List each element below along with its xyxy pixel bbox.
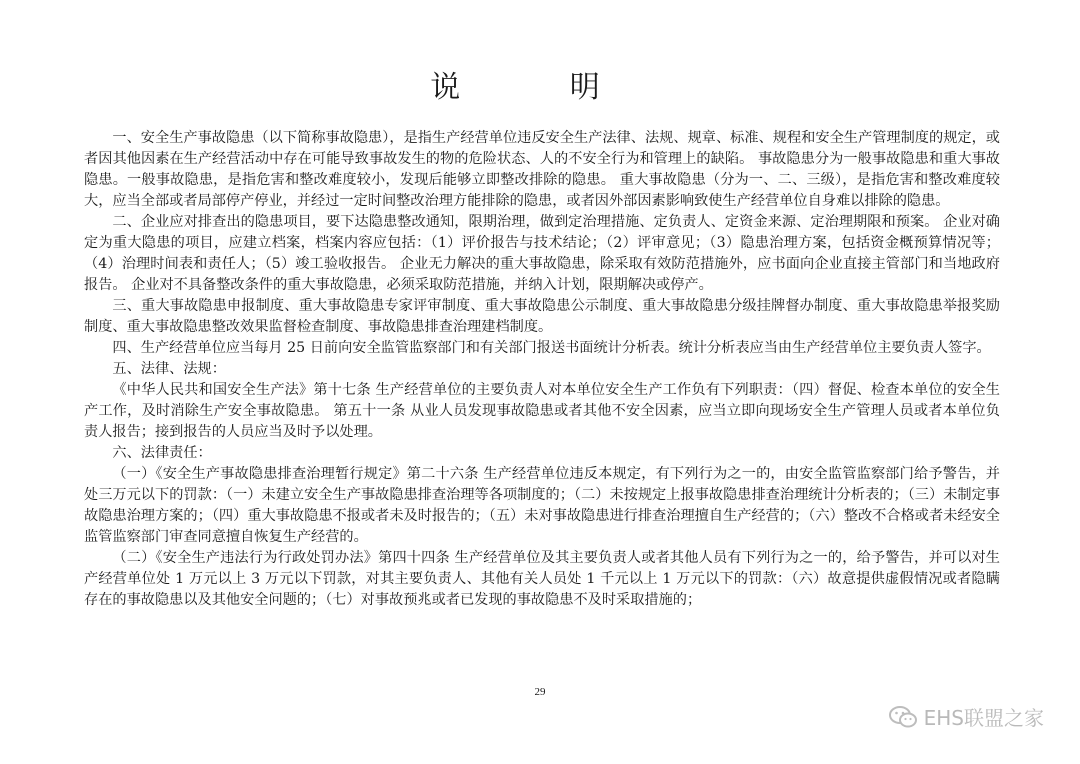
paragraph-3: 三、重大事故隐患申报制度、重大事故隐患专家评审制度、重大事故隐患公示制度、重大事故隐患分级挂牌督办制度、重大事故隐患举报奖励制度、重大事故隐患整改效果监督检查制度、事故隐患排查治理建档制度。 — [84, 298, 1000, 335]
page-number: 29 — [534, 686, 546, 698]
watermark-text: EHS联盟之家 — [923, 706, 1044, 730]
watermark — [888, 702, 1044, 731]
paragraph-7: 六、法律责任： — [112, 445, 212, 461]
paragraph-1: 一、安全生产事故隐患（以下简称事故隐患），是指生产经营单位违反安全生产法律、法规、规章、标准、规程和安全生产管理制度的规定，或者因其他因素在生产经营活动中存在可能导致事故发生的物的危险状态、人的不安全行为和管理上的缺陷。 事故隐患分为一般事故隐患和重大事故隐患。一般事故隐患，是指危害和整改难度较小，发现后能够立即整改排除的隐患。 重大事故隐患（分为一、二、三级），是指危害和整改难度较大，应当全部或者局部停产停业，并经过一定时间整改治理方能排除的隐患，或者因外部因素影响致使生产经营单位自身难以排除的隐患。 — [84, 130, 1000, 209]
wechat-icon — [888, 704, 918, 730]
paragraph-9: （二）《安全生产违法行为行政处罚办法》第四十四条 生产经营单位及其主要负责人或者其他人员有下列行为之一的，给予警告，并可以对生产经营单位处 1 万元以上 3 万元以下罚款，对其主要负责人、其他有关人员处 1 千元以上 1 万元以下的罚款：（六）故意提供虚假情况或者隐瞒存在的事故隐患以及其他安全问题的；（七）对事故预兆或者已发现的事故隐患不及时采取措施的； — [84, 550, 1000, 608]
paragraph-2: 二、企业应对排查出的隐患项目，要下达隐患整改通知，限期治理，做到定治理措施、定负责人、定资金来源、定治理期限和预案。 企业对确定为重大隐患的项目，应建立档案，档案内容应包括：（1）评价报告与技术结论；（2）评审意见；（3）隐患治理方案，包括资金概预算情况等；（4）治理时间表和责任人；（5）竣工验收报告。 企业无力解决的重大事故隐患，除采取有效防范措施外，应书面向企业直接主管部门和当地政府报告。 企业对不具备整改条件的重大事故隐患，必须采取防范措施，并纳入计划，限期解决或停产。 — [84, 214, 1000, 293]
page-title: 说 明 — [430, 70, 650, 105]
paragraph-4: 四、生产经营单位应当每月 25 日前向安全监管监察部门和有关部门报送书面统计分析表。统计分析表应当由生产经营单位主要负责人签字。 — [112, 340, 991, 356]
paragraph-6: 《中华人民共和国安全生产法》第十七条 生产经营单位的主要负责人对本单位安全生产工作负有下列职责：（四）督促、检查本单位的安全生产工作，及时消除生产安全事故隐患。 第五十一条 从业人员发现事故隐患或者其他不安全因素，应当立即向现场安全生产管理人员或者本单位负责人报告；接到报告的人员应当及时予以处理。 — [84, 382, 1000, 440]
document-body — [84, 128, 1000, 611]
paragraph-5: 五、法律、法规： — [112, 361, 226, 377]
paragraph-8: （一）《安全生产事故隐患排查治理暂行规定》第二十六条 生产经营单位违反本规定，有下列行为之一的，由安全监管监察部门给予警告，并处三万元以下的罚款：（一）未建立安全生产事故隐患排查治理等各项制度的；（二）未按规定上报事故隐患排查治理统计分析表的；（三）未制定事故隐患治理方案的；（四）重大事故隐患不报或者未及时报告的；（五）未对事故隐患进行排查治理擅自生产经营的；（六）整改不合格或者未经安全监管监察部门审查同意擅自恢复生产经营的。 — [84, 466, 1000, 545]
